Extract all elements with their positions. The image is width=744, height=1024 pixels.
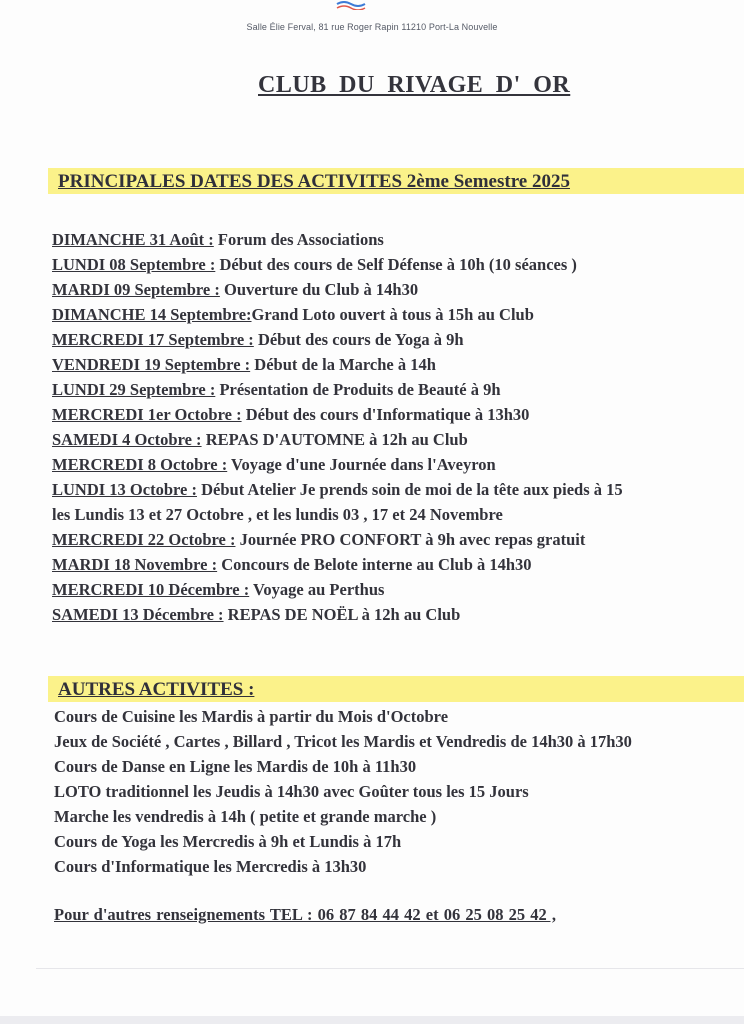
schedule-item xyxy=(52,252,744,277)
contact-line: Pour d'autres renseignements TEL : 06 87 84 44 42 et 06 25 08 25 42 , xyxy=(54,905,556,924)
activity-item: Cours de Danse en Ligne les Mardis de 10h à 11h30 xyxy=(54,757,417,776)
schedule-item xyxy=(52,427,744,452)
schedule-text: REPAS DE NOËL à 12h au Club xyxy=(223,605,461,624)
schedule-text: Début Atelier Je prends soin de moi de la tête aux pieds à 15 xyxy=(196,480,623,499)
schedule-item xyxy=(52,352,744,377)
activity-item: Jeux de Société , Cartes , Billard , Tricot les Mardis et Vendredis de 14h30 à 17h30 xyxy=(54,732,632,751)
schedule-item xyxy=(52,452,744,477)
schedule-item xyxy=(52,502,744,527)
dates-list xyxy=(52,227,744,627)
schedule-date: MERCREDI 8 Octobre : xyxy=(52,455,228,474)
club-address: Salle Élie Ferval, 81 rue Roger Rapin 11210 Port-La Nouvelle xyxy=(246,22,498,32)
schedule-item xyxy=(52,302,744,327)
wave-logo-icon xyxy=(336,0,366,10)
schedule-date: MERCREDI 17 Septembre : xyxy=(52,330,254,349)
other-activities-title: AUTRES ACTIVITES : xyxy=(58,679,255,700)
schedule-date: MERCREDI 1er Octobre : xyxy=(52,405,242,424)
schedule-date: DIMANCHE 14 Septembre: xyxy=(52,305,252,324)
schedule-text: les Lundis 13 et 27 Octobre , et les lundis 03 , 17 et 24 Novembre xyxy=(52,505,503,524)
activity-item: Cours d'Informatique les Mercredis à 13h30 xyxy=(54,857,367,876)
schedule-date: MERCREDI 22 Octobre : xyxy=(52,530,236,549)
schedule-date: LUNDI 13 Octobre : xyxy=(52,480,197,499)
schedule-text: Grand Loto ouvert à tous à 15h au Club xyxy=(251,305,534,324)
activity-item: Marche les vendredis à 14h ( petite et grande marche ) xyxy=(54,807,437,826)
schedule-item xyxy=(52,477,744,502)
schedule-date: MARDI 09 Septembre : xyxy=(52,280,220,299)
schedule-text: Début des cours de Yoga à 9h xyxy=(253,330,464,349)
activity-item: Cours de Yoga les Mercredis à 9h et Lundis à 17h xyxy=(54,832,402,851)
schedule-item xyxy=(52,377,744,402)
schedule-text: Forum des Associations xyxy=(213,230,384,249)
schedule-date: SAMEDI 4 Octobre : xyxy=(52,430,202,449)
schedule-text: Présentation de Produits de Beauté à 9h xyxy=(215,380,501,399)
schedule-date: MERCREDI 10 Décembre : xyxy=(52,580,250,599)
schedule-date: DIMANCHE 31 Août : xyxy=(52,230,214,249)
page-edge xyxy=(0,1016,744,1024)
activity-item: Cours de Cuisine les Mardis à partir du Mois d'Octobre xyxy=(54,707,449,726)
schedule-item xyxy=(52,577,744,602)
schedule-text: Début des cours d'Informatique à 13h30 xyxy=(241,405,530,424)
schedule-date: SAMEDI 13 Décembre : xyxy=(52,605,224,624)
schedule-text: Concours de Belote interne au Club à 14h30 xyxy=(217,555,532,574)
schedule-text: Voyage au Perthus xyxy=(249,580,385,599)
schedule-text: Début des cours de Self Défense à 10h (10 séances ) xyxy=(215,255,577,274)
schedule-date: LUNDI 29 Septembre : xyxy=(52,380,216,399)
schedule-text: Journée PRO CONFORT à 9h avec repas gratuit xyxy=(235,530,586,549)
schedule-text: REPAS D'AUTOMNE à 12h au Club xyxy=(201,430,468,449)
schedule-date: VENDREDI 19 Septembre : xyxy=(52,355,251,374)
schedule-date: MARDI 18 Novembre : xyxy=(52,555,218,574)
club-title: CLUB DU RIVAGE D' OR xyxy=(258,72,571,98)
divider xyxy=(36,968,744,969)
schedule-text: Début de la Marche à 14h xyxy=(250,355,436,374)
schedule-item xyxy=(52,552,744,577)
schedule-text: Ouverture du Club à 14h30 xyxy=(219,280,419,299)
schedule-item xyxy=(52,402,744,427)
other-activities-list xyxy=(54,704,744,879)
schedule-item xyxy=(52,327,744,352)
schedule-date: LUNDI 08 Septembre : xyxy=(52,255,216,274)
dates-section-title: PRINCIPALES DATES DES ACTIVITES 2ème Semestre 2025 xyxy=(58,171,570,192)
schedule-item xyxy=(52,527,744,552)
schedule-item xyxy=(52,277,744,302)
schedule-item xyxy=(52,227,744,252)
schedule-item xyxy=(52,602,744,627)
schedule-text: Voyage d'une Journée dans l'Aveyron xyxy=(227,455,496,474)
activity-item: LOTO traditionnel les Jeudis à 14h30 avec Goûter tous les 15 Jours xyxy=(54,782,529,801)
